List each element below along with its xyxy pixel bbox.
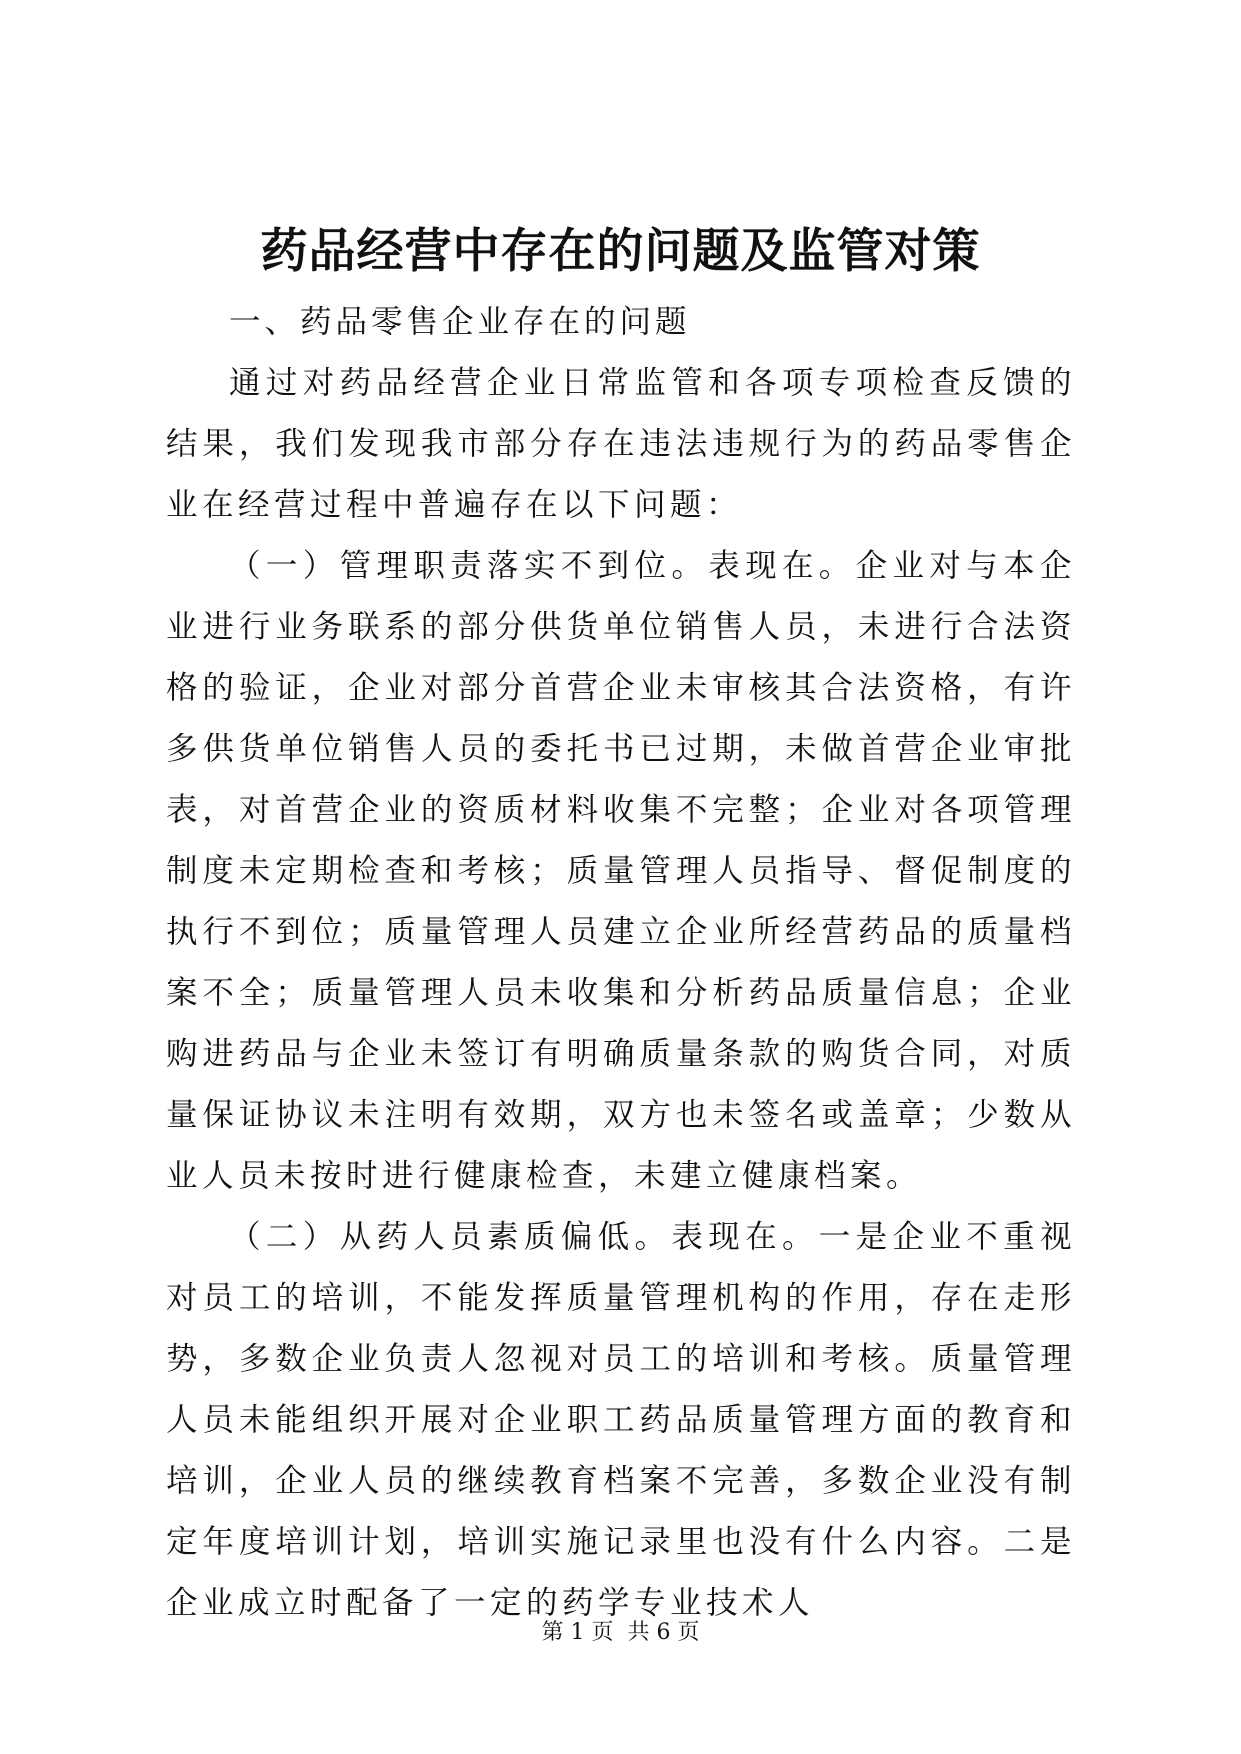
section-heading: 一、药品零售企业存在的问题: [229, 304, 691, 340]
paragraph-staff-quality: （二）从药人员素质偏低。表现在。一是企业不重视对员工的培训，不能发挥质量管理机构的作用，存在走形势，多数企业负责人忽视对员工的培训和考核。质量管理人员未能组织开展对企业职工药品质量管理方面的教育和培训，企业人员的继续教育档案不完善，多数企业没有制定年度培训计划，培训实施记录里也没有什么内容。二是企业成立时配备了一定的药学专业技术人: [166, 1219, 1076, 1621]
page-total: 共 6 页: [627, 1620, 700, 1645]
document-title: 药品经营中存在的问题及监管对策: [260, 224, 981, 279]
page-footer: [0, 1618, 1241, 1648]
page-number: 第 1 页: [541, 1620, 614, 1645]
paragraph-management-duties: （一）管理职责落实不到位。表现在。企业对与本企业进行业务联系的部分供货单位销售人员，未进行合法资格的验证，企业对部分首营企业未审核其合法资格，有许多供货单位销售人员的委托书已过期，未做首营企业审批表，对首营企业的资质材料收集不完整；企业对各项管理制度未定期检查和考核；质量管理人员指导、督促制度的执行不到位；质量管理人员建立企业所经营药品的质量档案不全；质量管理人员未收集和分析药品质量信息；企业购进药品与企业未签订有明确质量条款的购货合同，对质量保证协议未注明有效期，双方也未签名或盖章；少数从业人员未按时进行健康检查，未建立健康档案。: [166, 548, 1076, 1194]
paragraph-intro: 通过对药品经营企业日常监管和各项专项检查反馈的结果，我们发现我市部分存在违法违规行为的药品零售企业在经营过程中普遍存在以下问题：: [166, 365, 1076, 523]
document-body: [166, 292, 1076, 1634]
